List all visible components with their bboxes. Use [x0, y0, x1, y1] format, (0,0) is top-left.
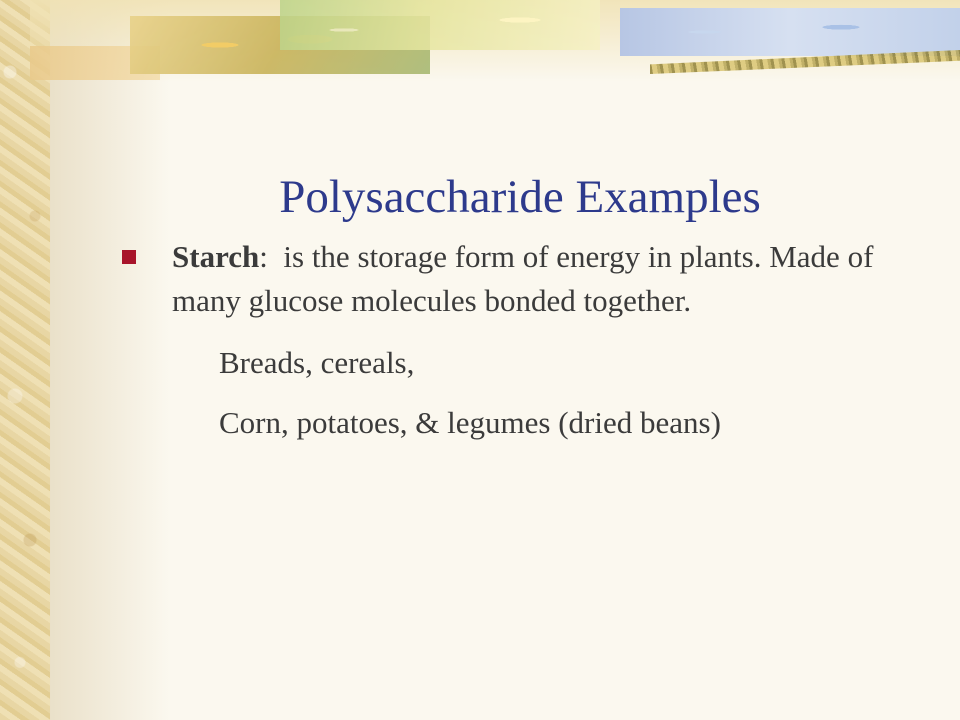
- slide-body: [122, 235, 902, 445]
- example-line-2: Corn, potatoes, & legumes (dried beans): [219, 405, 721, 440]
- bullet-text: is the storage form of energy in plants. Made of many glucose molecules bonded together.: [172, 239, 882, 318]
- decorative-banner: [30, 0, 960, 82]
- parchment-left-band: [0, 0, 50, 720]
- square-bullet-icon: [122, 250, 136, 264]
- slide-title: Polysaccharide Examples: [279, 171, 761, 224]
- bullet-term-separator: :: [259, 239, 268, 274]
- banner-blue-tile: [620, 8, 960, 56]
- bullet-term: Starch: [172, 239, 260, 274]
- bullet-item-starch: [122, 235, 902, 323]
- banner-floral-tile: [280, 0, 600, 50]
- example-line-1: Breads, cereals,: [219, 345, 415, 380]
